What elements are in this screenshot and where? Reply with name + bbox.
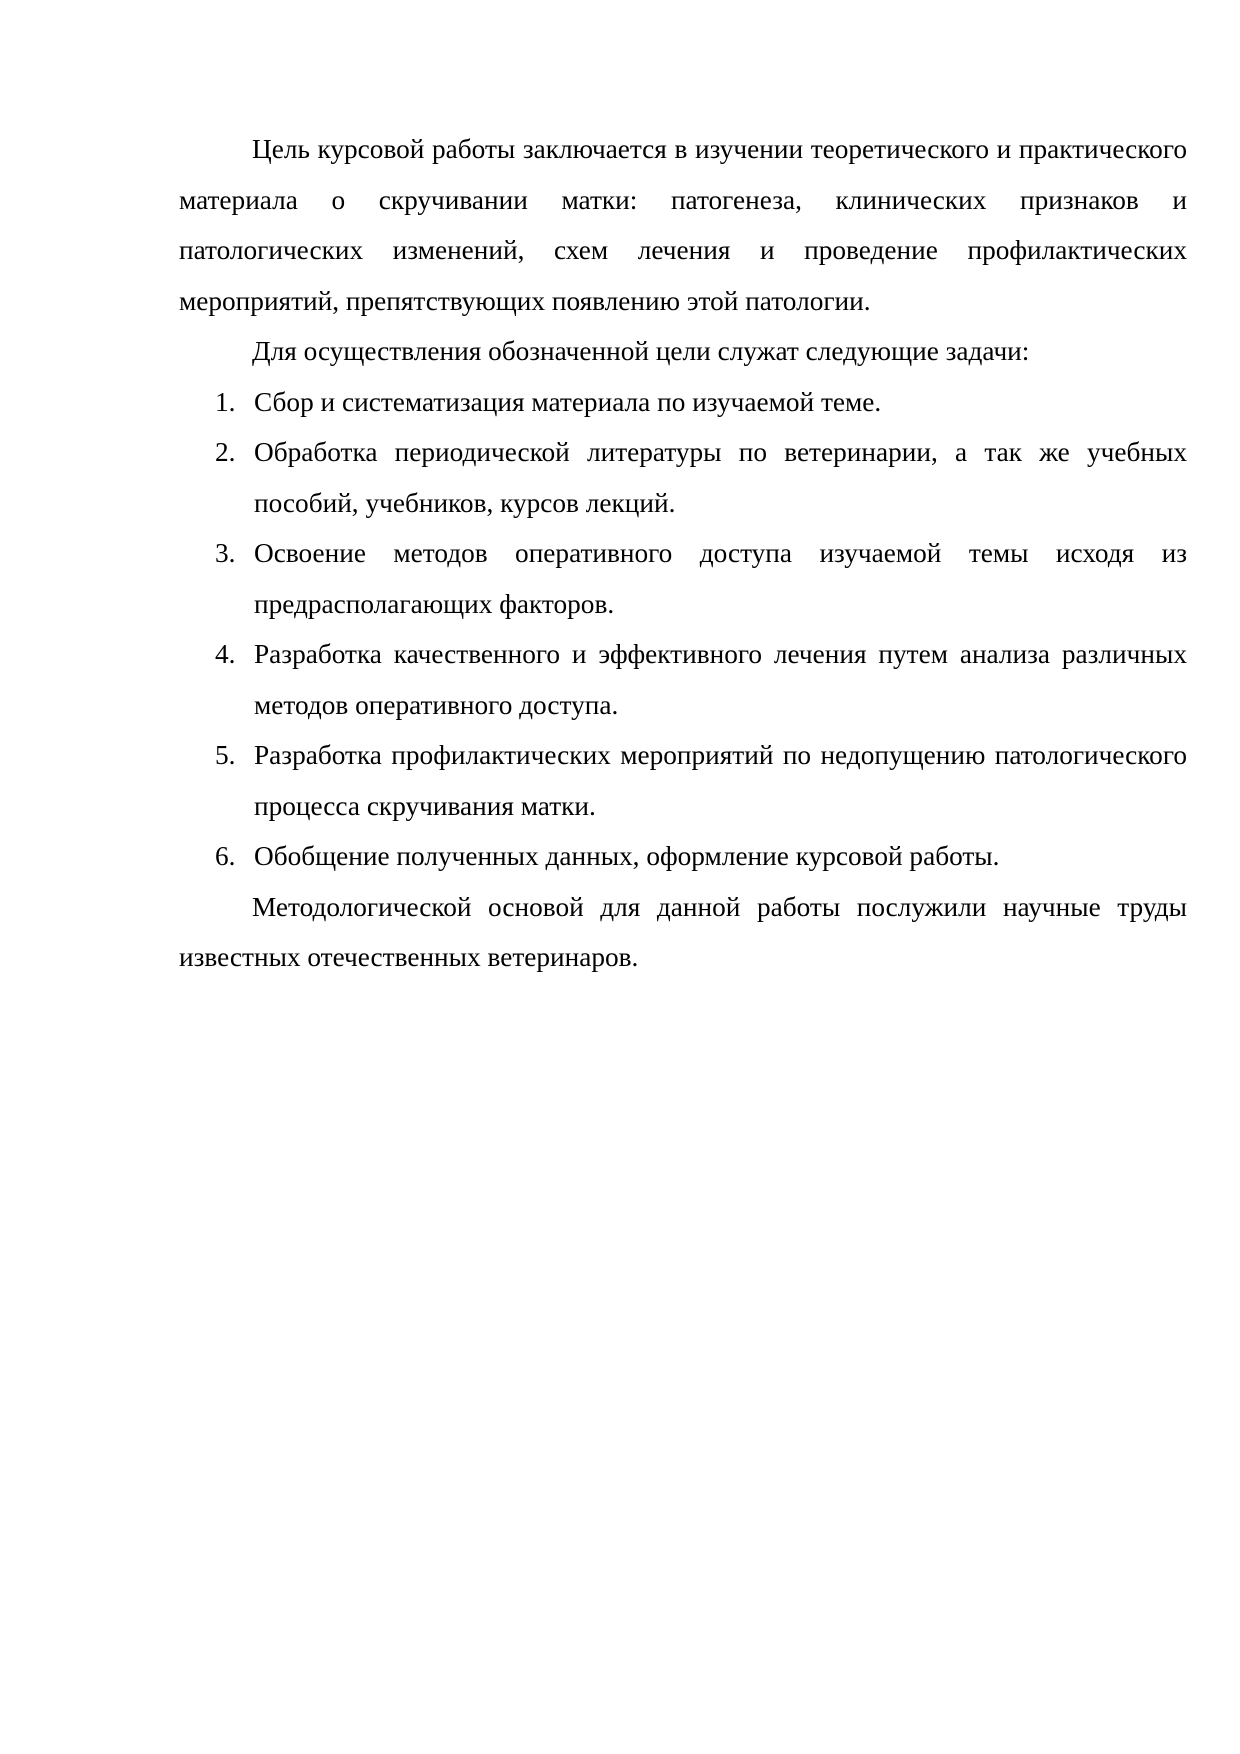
list-item-number: 3. [215,538,236,568]
list-item-text: Разработка качественного и эффективного лечения путем анализа различных методов оперативного доступа. [254,639,1187,720]
list-item-text: Обработка периодической литературы по ветеринарии, а так же учебных пособий, учебников, курсов лекций. [254,437,1187,518]
list-item [179,427,1187,528]
tasks-intro-paragraph: Для осуществления обозначенной цели служат следующие задачи: [252,336,1030,366]
intro-paragraph: Цель курсовой работы заключается в изучении теоретического и практического материала о скручивании матки: патогенеза, клинических признаков и патологических изменений, схем лечения и проведение профилактических мероприятий, препятствующих появлению этой патологии. [179,134,1187,316]
closing-paragraph: Методологической основой для данной работы послужили научные труды известных отечественных ветеринаров. [179,891,1187,972]
list-item [179,377,1187,428]
document-body [179,124,1187,983]
list-item [179,831,1187,882]
list-item [179,528,1187,629]
list-item-number: 1. [215,386,236,417]
list-item-text: Разработка профилактических мероприятий по недопущению патологического процесса скручивания матки. [254,740,1187,821]
list-item-number: 6. [215,841,236,871]
list-item-number: 4. [215,639,236,669]
list-item-number: 2. [215,437,236,467]
list-item-number: 5. [215,740,236,770]
list-item [179,629,1187,730]
list-item [179,730,1187,831]
tasks-list [179,377,1187,882]
list-item-text: Обобщение полученных данных, оформление курсовой работы. [254,841,1000,871]
list-item-text: Сбор и систематизация материала по изучаемой теме. [254,386,882,417]
list-item-text: Освоение методов оперативного доступа изучаемой темы исходя из предрасполагающих факторов. [254,538,1187,619]
